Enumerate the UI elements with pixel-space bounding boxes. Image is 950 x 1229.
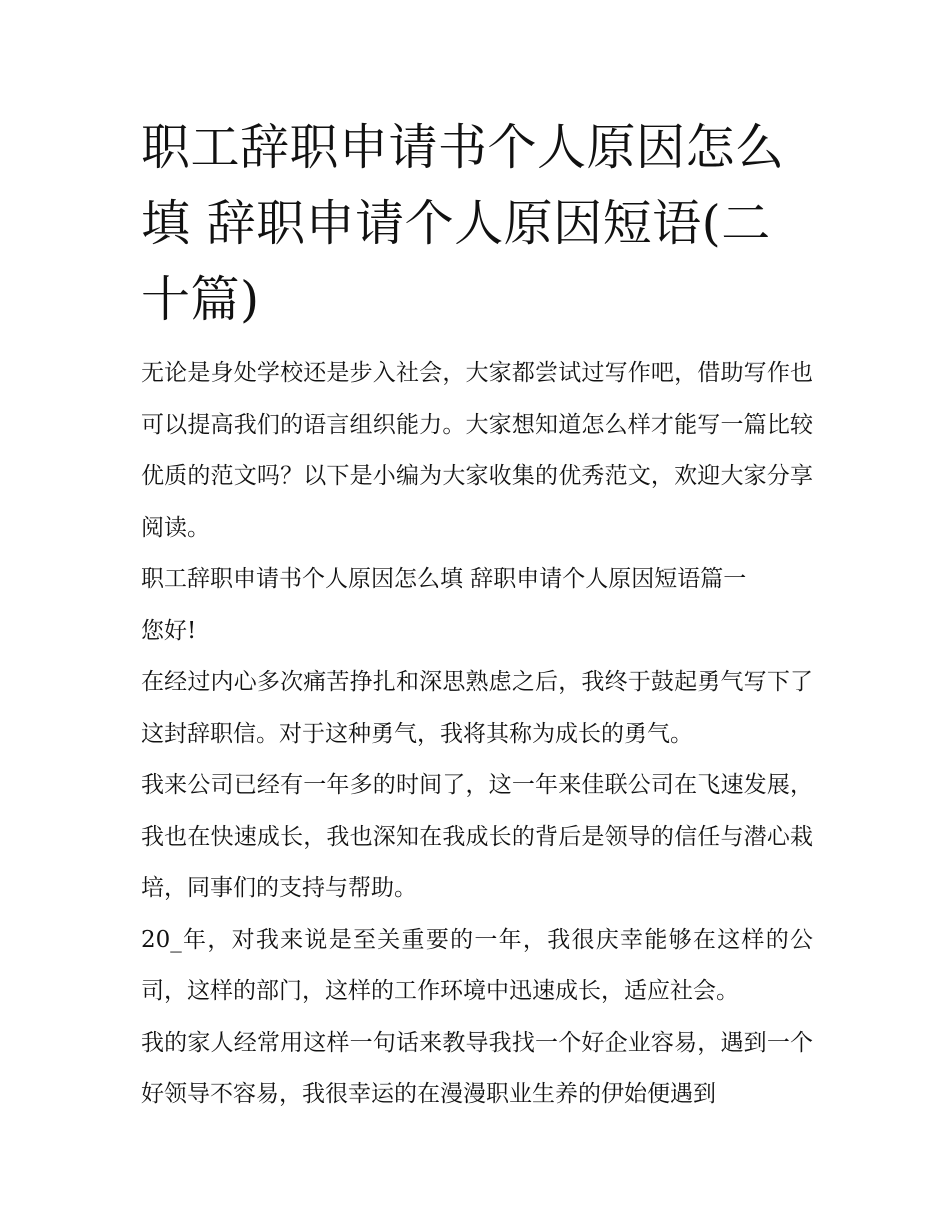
greeting: 您好! — [141, 617, 197, 644]
body-paragraph: 在经过内心多次痛苦挣扎和深思熟虑之后，我终于鼓起勇气写下了这封辞职信。对于这种勇气，我将其称为成长的勇气。 — [141, 669, 813, 747]
document-body — [141, 110, 813, 1121]
document-title: 职工辞职申请书个人原因怎么填 辞职申请个人原因短语(二十篇) — [141, 119, 785, 328]
body-paragraph: 我的家人经常用这样一句话来教导我找一个好企业容易，遇到一个好领导不容易，我很幸运的在漫漫职业生养的伊始便遇到 — [141, 1029, 813, 1107]
body-paragraph: 20_年，对我来说是至关重要的一年，我很庆幸能够在这样的公司，这样的部门，这样的工作环境中迅速成长，适应社会。 — [141, 926, 813, 1004]
body-paragraph: 我来公司已经有一年多的时间了，这一年来佳联公司在飞速发展，我也在快速成长，我也深知在我成长的背后是领导的信任与潜心栽培，同事们的支持与帮助。 — [141, 772, 813, 901]
intro-paragraph: 无论是身处学校还是步入社会，大家都尝试过写作吧，借助写作也可以提高我们的语言组织能力。大家想知道怎么样才能写一篇比较优质的范文吗？以下是小编为大家收集的优秀范文，欢迎大家分享阅读。 — [141, 360, 813, 541]
section-heading: 职工辞职申请书个人原因怎么填 辞职申请个人原因短语篇一 — [141, 566, 747, 592]
